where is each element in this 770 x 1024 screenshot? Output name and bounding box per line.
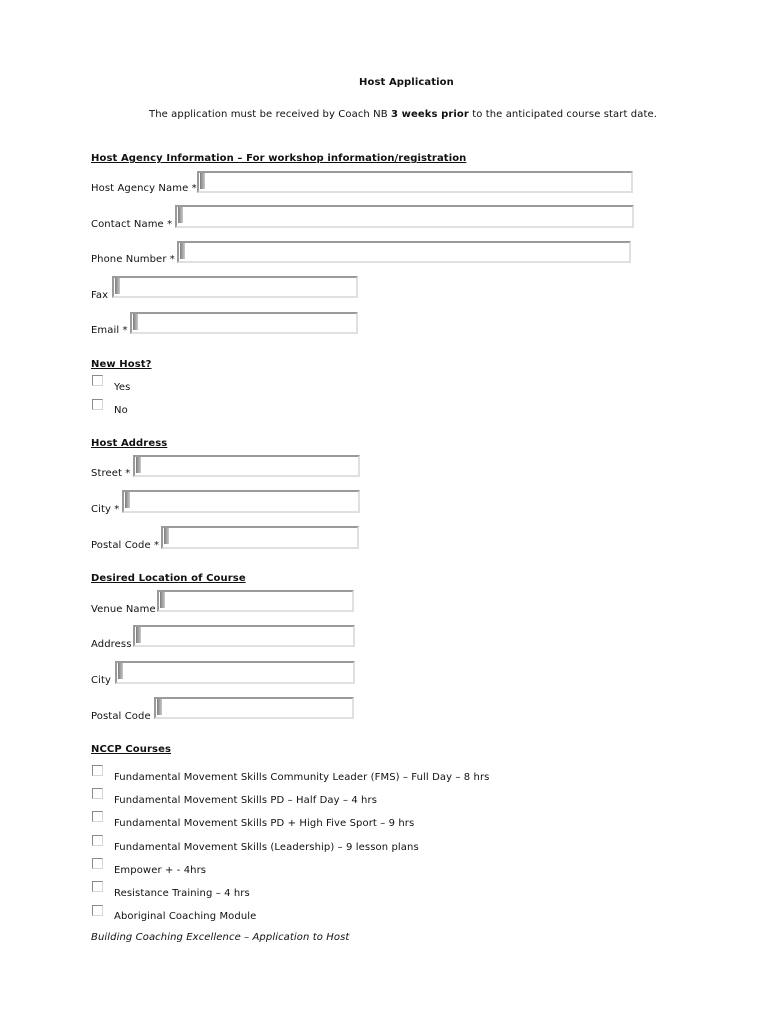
venue-name-input[interactable] bbox=[157, 590, 354, 612]
phone-number-label: Phone Number * bbox=[91, 254, 175, 265]
postal-code-input[interactable] bbox=[161, 526, 359, 549]
section-address-heading: Host Address bbox=[91, 438, 168, 449]
field-notch bbox=[118, 663, 123, 679]
course-label: Aboriginal Coaching Module bbox=[114, 911, 257, 922]
phone-number-input[interactable] bbox=[177, 241, 631, 263]
course-label: Empower + - 4hrs bbox=[114, 865, 207, 876]
course-checkbox[interactable] bbox=[92, 811, 103, 822]
new-host-yes-label: Yes bbox=[114, 382, 131, 393]
fax-label: Fax bbox=[91, 290, 109, 301]
intro-after: to the anticipated course start date. bbox=[468, 109, 658, 120]
course-label: Fundamental Movement Skills PD + High Five Sport – 9 hrs bbox=[114, 818, 415, 829]
section-courses-heading: NCCP Courses bbox=[91, 744, 172, 755]
field-notch bbox=[125, 492, 130, 508]
course-checkbox[interactable] bbox=[92, 765, 103, 776]
field-notch bbox=[157, 699, 162, 715]
course-checkbox[interactable] bbox=[92, 835, 103, 846]
course-address-label: Address bbox=[91, 639, 132, 650]
city-label: City * bbox=[91, 504, 120, 515]
contact-name-label: Contact Name * bbox=[91, 219, 173, 230]
venue-name-label: Venue Name bbox=[91, 604, 156, 615]
course-label: Resistance Training – 4 hrs bbox=[114, 888, 250, 899]
intro-bold: 3 weeks prior bbox=[390, 109, 469, 120]
course-checkbox[interactable] bbox=[92, 905, 103, 916]
fax-input[interactable] bbox=[112, 276, 358, 298]
new-host-yes-checkbox[interactable] bbox=[92, 375, 103, 386]
field-notch bbox=[136, 457, 141, 473]
field-notch bbox=[115, 278, 120, 294]
agency-name-label: Host Agency Name * bbox=[91, 183, 197, 194]
intro-before: The application must be received by Coach NB bbox=[149, 109, 391, 120]
section-new-host-heading: New Host? bbox=[91, 359, 152, 370]
field-notch bbox=[180, 243, 185, 259]
course-label: Fundamental Movement Skills PD – Half Day – 4 hrs bbox=[114, 795, 378, 806]
field-notch bbox=[133, 314, 138, 330]
postal-code-label: Postal Code * bbox=[91, 540, 160, 551]
field-notch bbox=[136, 627, 141, 643]
email-input[interactable] bbox=[130, 312, 358, 334]
page-footer: Building Coaching Excellence – Application to Host bbox=[91, 932, 350, 943]
course-label: Fundamental Movement Skills Community Leader (FMS) – Full Day – 8 hrs bbox=[114, 772, 490, 783]
city-input[interactable] bbox=[122, 490, 360, 513]
section-location-heading: Desired Location of Course bbox=[91, 573, 246, 584]
new-host-no-label: No bbox=[114, 405, 128, 416]
page-title: Host Application bbox=[359, 77, 454, 88]
street-label: Street * bbox=[91, 468, 131, 479]
field-notch bbox=[160, 592, 165, 608]
field-notch bbox=[164, 528, 169, 544]
new-host-no-checkbox[interactable] bbox=[92, 399, 103, 410]
field-notch bbox=[200, 173, 205, 189]
email-label: Email * bbox=[91, 325, 128, 336]
course-checkbox[interactable] bbox=[92, 881, 103, 892]
course-city-input[interactable] bbox=[115, 661, 355, 684]
course-checkbox[interactable] bbox=[92, 788, 103, 799]
street-input[interactable] bbox=[133, 455, 360, 477]
contact-name-input[interactable] bbox=[175, 205, 634, 228]
section-agency-heading: Host Agency Information – For workshop information/registration bbox=[91, 153, 467, 164]
agency-name-input[interactable] bbox=[197, 171, 633, 193]
course-address-input[interactable] bbox=[133, 625, 355, 647]
course-label: Fundamental Movement Skills (Leadership) – 9 lesson plans bbox=[114, 842, 419, 853]
course-postal-code-input[interactable] bbox=[154, 697, 354, 719]
course-postal-code-label: Postal Code bbox=[91, 711, 151, 722]
intro-text bbox=[149, 109, 657, 121]
course-checkbox[interactable] bbox=[92, 858, 103, 869]
field-notch bbox=[178, 207, 183, 223]
course-city-label: City bbox=[91, 675, 111, 686]
